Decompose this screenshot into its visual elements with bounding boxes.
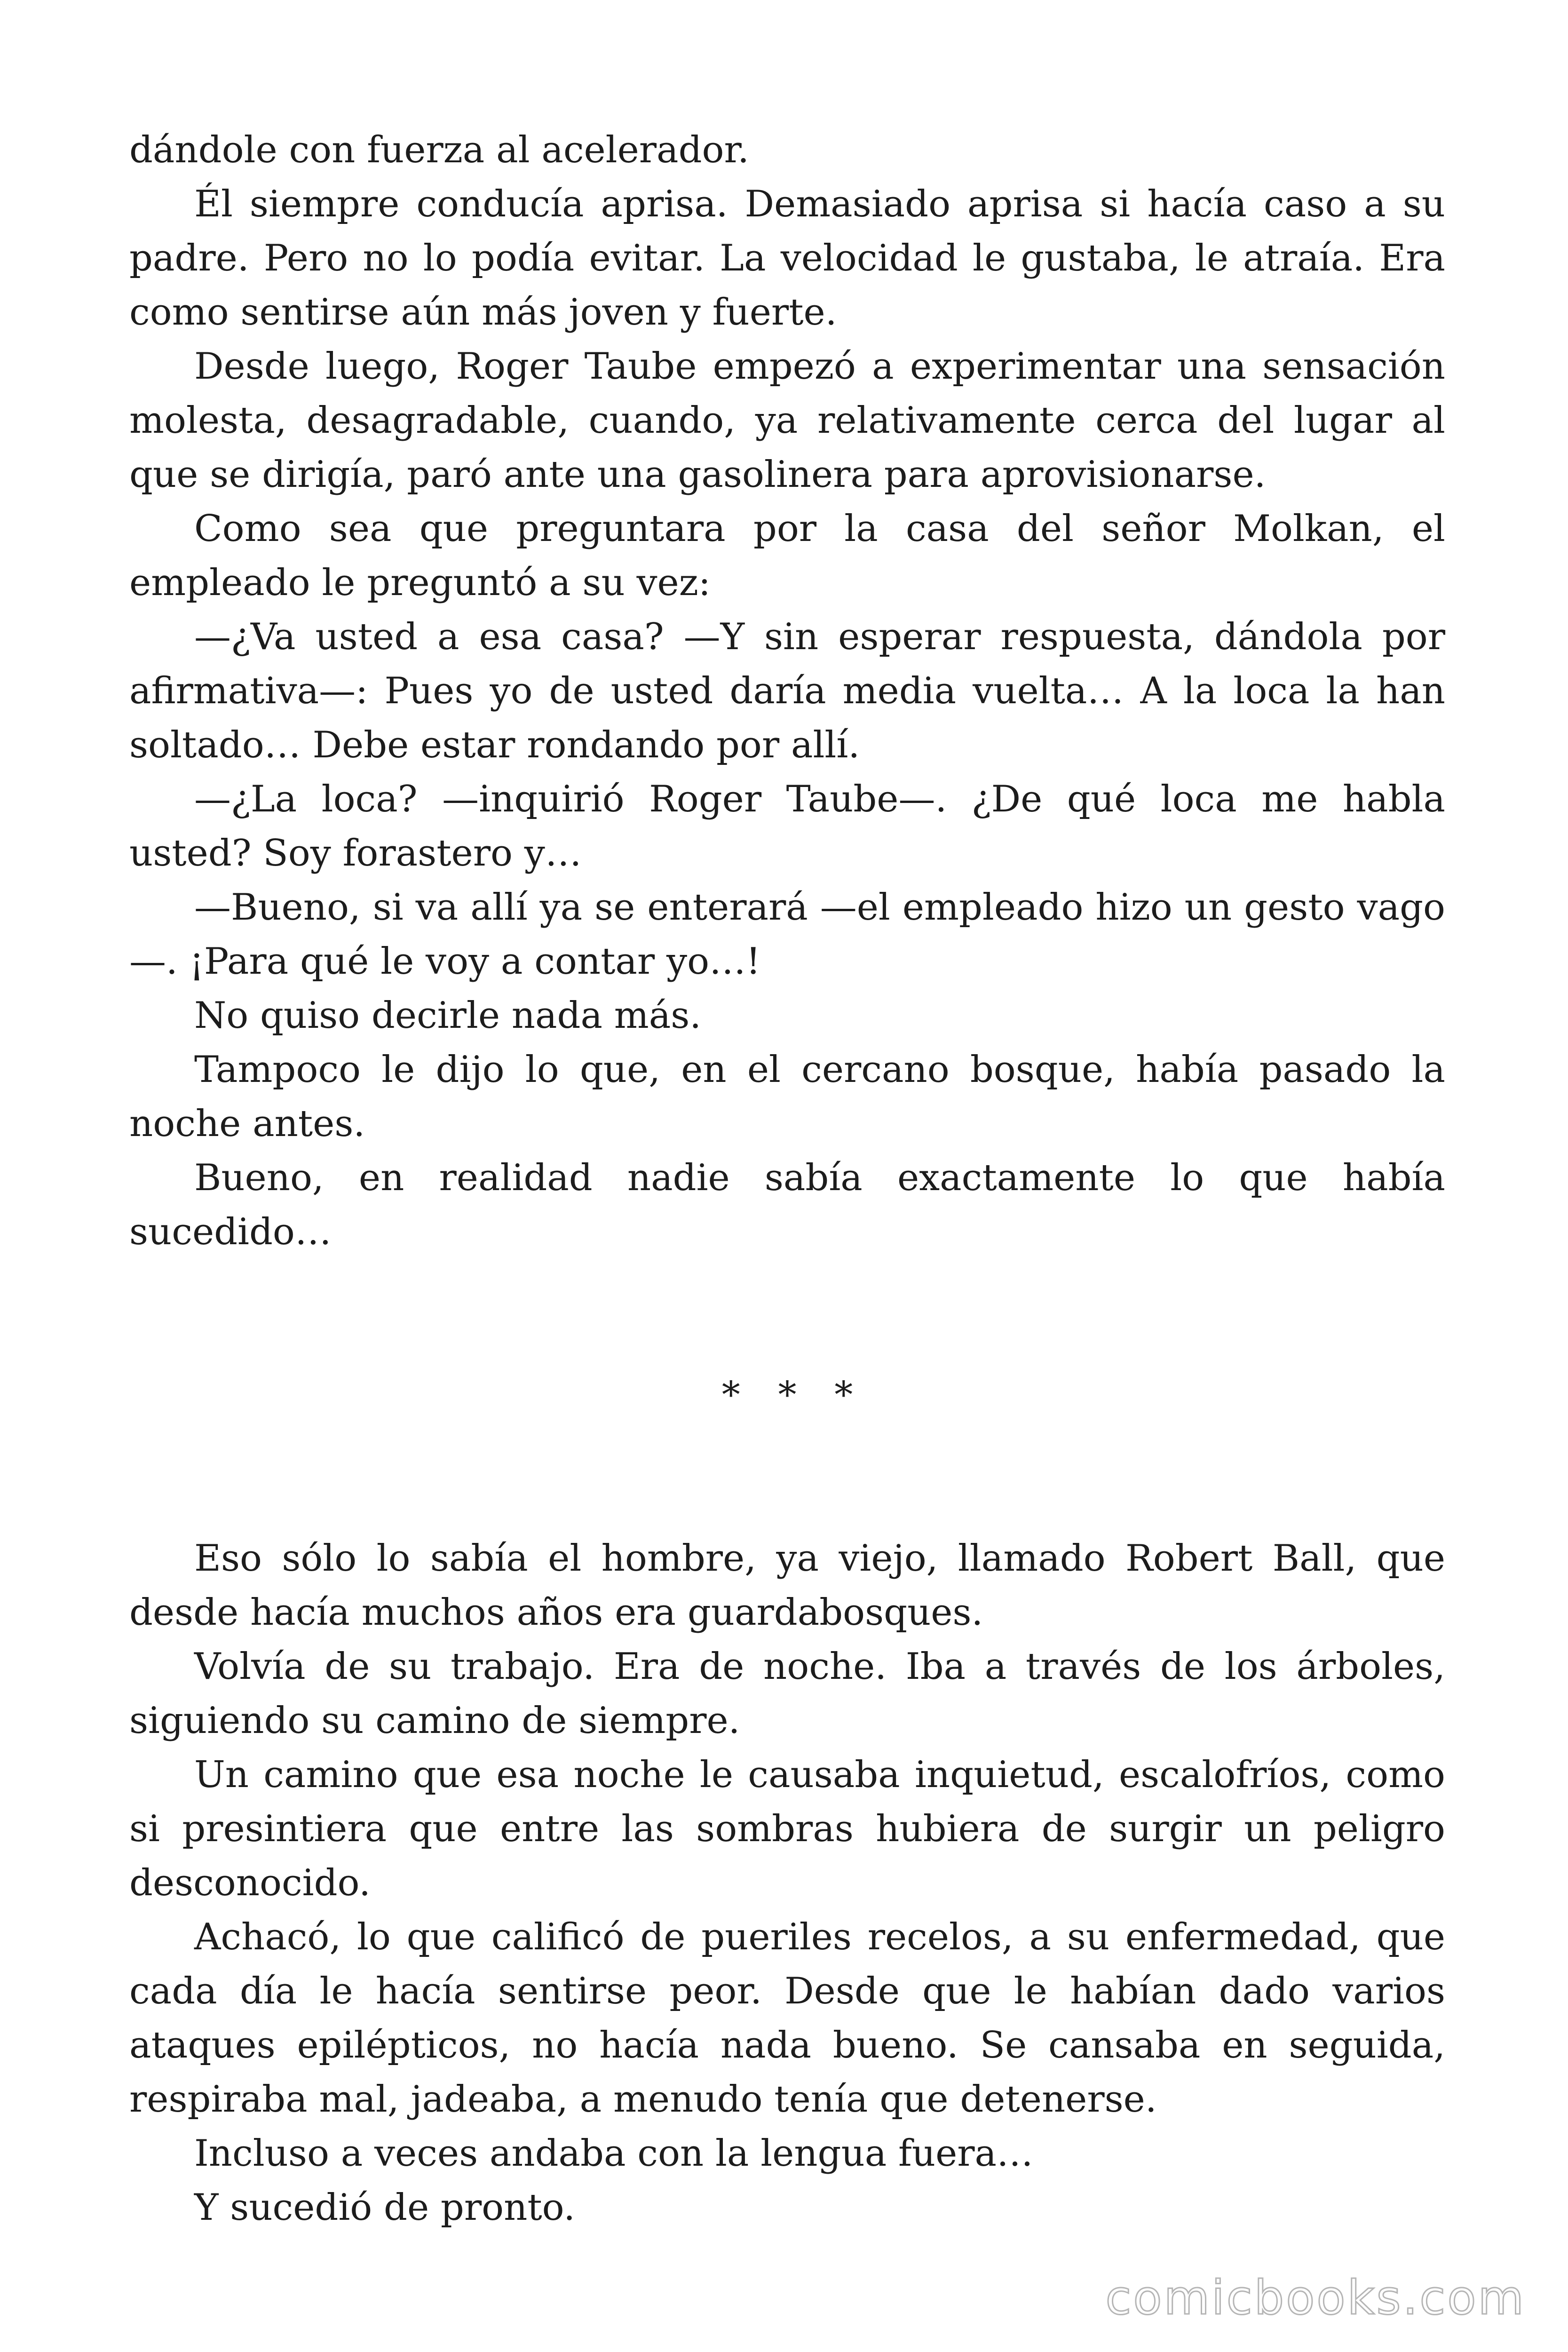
paragraph: Achacó, lo que calificó de pueriles recelos, a su enfermedad, que cada día le hacía sentirse peor. Desde que le habían dado varios ataques epilépticos, no hacía nada bueno. Se cansaba en seguida, respiraba mal, jadeaba, a menudo tenía que detenerse. (129, 1916, 1445, 2121)
paragraph: dándole con fuerza al acelerador. (129, 129, 749, 171)
paragraph: Y sucedió de pronto. (194, 2186, 576, 2229)
watermark-logo: comicbooks.com (1105, 2270, 1526, 2325)
paragraph: Como sea que preguntara por la casa del señor Molkan, el empleado le preguntó a su vez: (129, 508, 1445, 604)
paragraph: —¿Va usted a esa casa? —Y sin esperar respuesta, dándola por afirmativa—: Pues yo de usted daría media vuelta… A la loca la han soltado… Debe estar rondando por allí. (129, 616, 1445, 766)
paragraph: —Bueno, si va allí ya se enterará —el empleado hizo un gesto vago—. ¡Para qué le voy a contar yo…! (129, 886, 1445, 983)
paragraph: Tampoco le dijo lo que, en el cercano bosque, había pasado la noche antes. (129, 1049, 1445, 1145)
paragraph: Un camino que esa noche le causaba inquietud, escalofríos, como si presintiera que entre las sombras hubiera de surgir un peligro desconocido. (129, 1754, 1445, 1904)
paragraph: Él siempre conducía aprisa. Demasiado aprisa si hacía caso a su padre. Pero no lo podía evitar. La velocidad le gustaba, le atraía. Era como sentirse aún más joven y fuerte. (129, 183, 1445, 334)
section-separator: * * * (721, 1374, 866, 1416)
paragraph: Eso sólo lo sabía el hombre, ya viejo, llamado Robert Ball, que desde hacía muchos años era guardabosques. (129, 1537, 1445, 1634)
paragraph: No quiso decirle nada más. (194, 994, 702, 1037)
paragraph: Bueno, en realidad nadie sabía exactamente lo que había sucedido… (129, 1157, 1445, 1253)
paragraph: Incluso a veces andaba con la lengua fuera… (194, 2132, 1034, 2175)
paragraph: Volvía de su trabajo. Era de noche. Iba a través de los árboles, siguiendo su camino de siempre. (129, 1645, 1445, 1742)
paragraph: —¿La loca? —inquirió Roger Taube—. ¿De qué loca me habla usted? Soy forastero y… (129, 778, 1445, 874)
paragraph: Desde luego, Roger Taube empezó a experimentar una sensación molesta, desagradable, cuando, ya relativamente cerca del lugar al que se dirigía, paró ante una gasolinera para aprovisionarse. (129, 345, 1445, 496)
book-page (129, 123, 1445, 2235)
